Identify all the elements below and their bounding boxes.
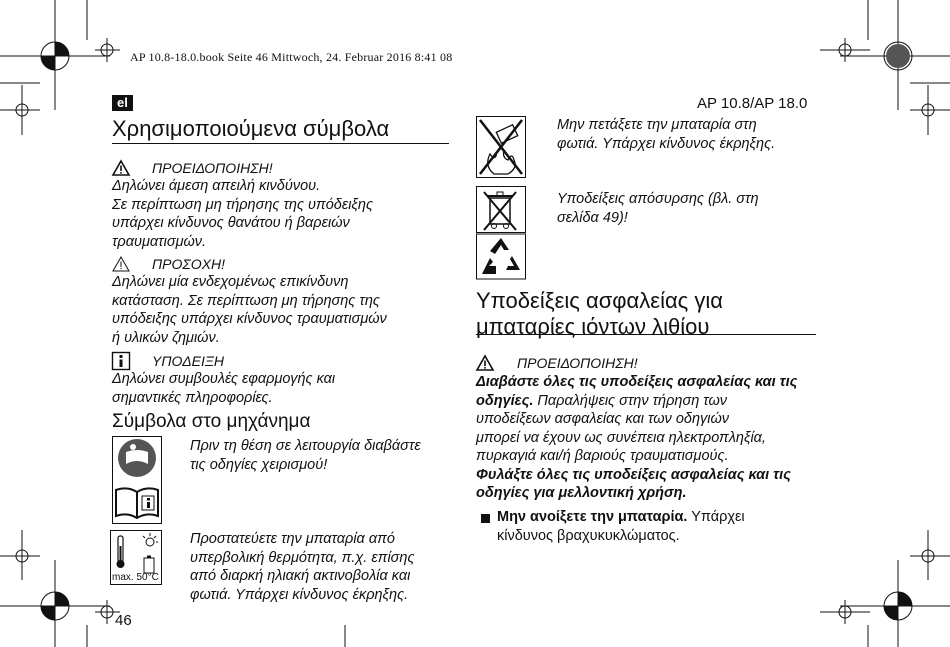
safety-warning-triangle-icon xyxy=(476,355,494,371)
section-title-symbols: Χρησιμοποιούμενα σύμβολα xyxy=(112,116,390,141)
book-info: AP 10.8-18.0.book Seite 46 Mittwoch, 24. Februar 2016 8:41 08 xyxy=(130,50,453,64)
language-badge: el xyxy=(112,95,133,111)
bullet-no-open-battery: Μην ανοίξετε την μπαταρία. Υπάρχει κίνδυνος βραχυκυκλώματος. xyxy=(497,509,745,544)
title-rule xyxy=(112,143,449,144)
safety-warning-heading: ΠΡΟΕΙΔΟΠΟΙΗΣΗ! xyxy=(517,355,638,371)
safety-title-rule xyxy=(476,334,816,335)
caution-heading: ΠΡΟΣΟΧΗ! xyxy=(152,256,225,272)
no-fire-text: Μην πετάξετε την μπαταρία στη φωτιά. Υπάρχει κίνδυνος έκρηξης. xyxy=(557,117,776,152)
page-number: 46 xyxy=(115,612,132,629)
machine-symbols-title: Σύμβολα στο μηχάνημα xyxy=(112,411,311,432)
safety-section-title: Υποδείξεις ασφαλείας για μπαταρίες ιόντων λιθίου xyxy=(476,288,723,339)
warning-text: Δηλώνει άμεση απειλή κινδύνου. Σε περίπτωση μη τήρησης της υπόδειξης υπάρχει κίνδυνος θανάτου ή βαρειών τραυματισμών. xyxy=(112,178,374,250)
warning-heading: ΠΡΟΕΙΔΟΠΟΙΗΣΗ! xyxy=(152,160,273,176)
no-fire-icon xyxy=(476,116,526,178)
disposal-icon xyxy=(476,186,526,280)
warning-triangle-icon xyxy=(112,160,130,176)
read-manual-icon xyxy=(112,436,162,524)
safety-warning-text: Διαβάστε όλες τις υποδείξεις ασφαλείας και τις οδηγίες. Παραλήψεις στην τήρηση των υποδείξεων ασφαλείας και των οδηγιών μπορεί να έχουν ως συνέπεια ηλεκτροπληξία, πυρκαγιά και/ή βαριούς τραυματισμούς. Φυλάξτε όλες τις υποδείξεις ασφαλείας και τις οδηγίες για μελλοντική χρήση. xyxy=(476,374,798,501)
info-icon xyxy=(112,352,130,370)
disposal-text: Υποδείξεις απόσυρσης (βλ. στη σελίδα 49)! xyxy=(557,191,759,226)
caution-triangle-icon xyxy=(112,256,130,272)
bullet-square xyxy=(481,514,490,523)
max-temperature-label: max. 50°C xyxy=(112,572,159,583)
read-manual-text: Πριν τη θέση σε λειτουργία διαβάστε τις οδηγίες χειρισμού! xyxy=(190,438,421,473)
note-text: Δηλώνει συμβουλές εφαρμογής και σημαντικές πληροφορίες. xyxy=(112,371,336,406)
note-heading: ΥΠΟΔΕΙΞΗ xyxy=(152,353,225,369)
caution-text: Δηλώνει μία ενδεχομένως επικίνδυνη κατάσταση. Σε περίπτωση μη τήρησης της υπόδειξης υπάρχει κίνδυνος τραυματισμών ή υλικών ζημιών. xyxy=(112,274,387,346)
heat-protection-text: Προστατεύετε την μπαταρία από υπερβολική θερμότητα, π.χ. επίσης από διαρκή ηλιακή ακτινοβολία και φωτιά. Υπάρχει κίνδυνος έκρηξης. xyxy=(190,531,415,603)
model-number: AP 10.8/AP 18.0 xyxy=(697,95,808,112)
